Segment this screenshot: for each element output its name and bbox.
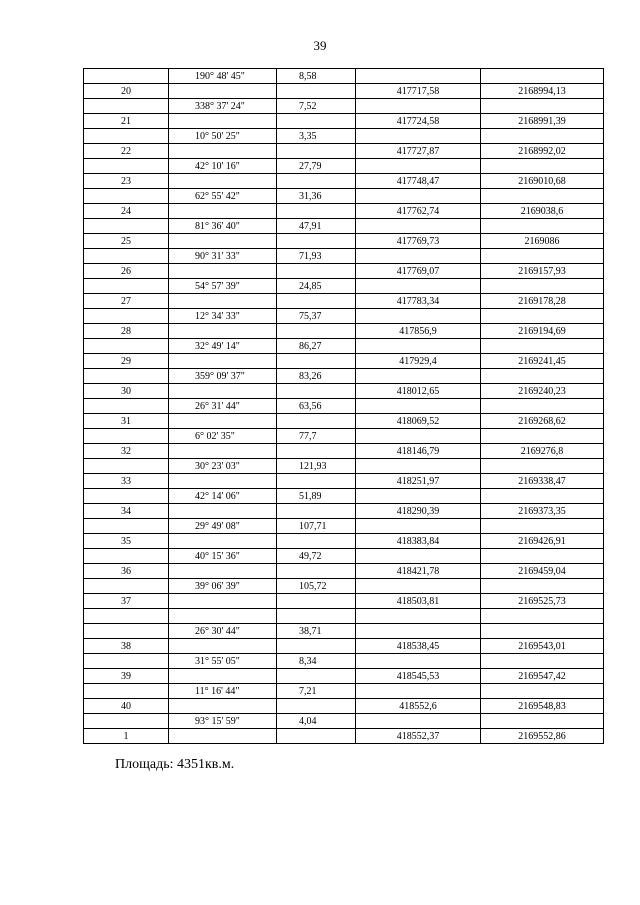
point-number-cell [84, 189, 169, 204]
direction-angle-cell: 42° 14' 06" [169, 489, 277, 504]
table-row [84, 534, 604, 549]
point-number-cell [84, 459, 169, 474]
direction-angle-cell [169, 84, 277, 99]
segment-length-cell [277, 114, 356, 129]
point-number-cell: 38 [84, 639, 169, 654]
table-row [84, 279, 604, 294]
segment-length-cell [277, 204, 356, 219]
coordinate-y-cell: 2169552,86 [481, 729, 604, 744]
coordinate-x-cell: 417727,87 [356, 144, 481, 159]
direction-angle-cell [169, 564, 277, 579]
coordinate-y-cell: 2169010,68 [481, 174, 604, 189]
point-number-cell: 25 [84, 234, 169, 249]
segment-length-cell: 7,21 [277, 684, 356, 699]
segment-length-cell: 31,36 [277, 189, 356, 204]
coordinate-y-cell: 2169459,04 [481, 564, 604, 579]
table-row [84, 564, 604, 579]
coordinate-x-cell [356, 249, 481, 264]
coordinate-x-cell [356, 399, 481, 414]
direction-angle-cell: 359° 09' 37" [169, 369, 277, 384]
segment-length-cell: 105,72 [277, 579, 356, 594]
coordinate-y-cell [481, 654, 604, 669]
point-number-cell [84, 684, 169, 699]
point-number-cell: 31 [84, 414, 169, 429]
direction-angle-cell: 31° 55' 05" [169, 654, 277, 669]
coordinate-x-cell [356, 279, 481, 294]
point-number-cell: 26 [84, 264, 169, 279]
direction-angle-cell: 62° 55' 42" [169, 189, 277, 204]
coordinate-y-cell: 2169373,35 [481, 504, 604, 519]
coordinate-x-cell [356, 489, 481, 504]
coordinate-x-cell [356, 549, 481, 564]
direction-angle-cell: 42° 10' 16" [169, 159, 277, 174]
coordinate-y-cell [481, 69, 604, 84]
coordinate-y-cell: 2169276,8 [481, 444, 604, 459]
table-row [84, 504, 604, 519]
coordinate-y-cell: 2169194,69 [481, 324, 604, 339]
point-number-cell [84, 369, 169, 384]
direction-angle-cell [169, 354, 277, 369]
segment-length-cell [277, 594, 356, 609]
coordinate-y-cell: 2168994,13 [481, 84, 604, 99]
coordinate-y-cell: 2169241,45 [481, 354, 604, 369]
coordinate-x-cell: 418012,65 [356, 384, 481, 399]
table-row [84, 729, 604, 744]
coordinate-y-cell [481, 339, 604, 354]
coordinate-x-cell: 418290,39 [356, 504, 481, 519]
coordinate-x-cell [356, 624, 481, 639]
coordinate-x-cell: 418146,79 [356, 444, 481, 459]
point-number-cell: 23 [84, 174, 169, 189]
direction-angle-cell: 32° 49' 14" [169, 339, 277, 354]
direction-angle-cell [169, 414, 277, 429]
coordinate-y-cell [481, 399, 604, 414]
coordinate-x-cell [356, 99, 481, 114]
point-number-cell [84, 339, 169, 354]
table-row [84, 384, 604, 399]
point-number-cell [84, 609, 169, 624]
direction-angle-cell: 54° 57' 39" [169, 279, 277, 294]
point-number-cell [84, 489, 169, 504]
coordinate-x-cell: 417762,74 [356, 204, 481, 219]
point-number-cell [84, 654, 169, 669]
coordinate-y-cell [481, 129, 604, 144]
direction-angle-cell [169, 594, 277, 609]
direction-angle-cell [169, 144, 277, 159]
coordinate-x-cell: 418538,45 [356, 639, 481, 654]
table-row [84, 519, 604, 534]
coordinate-x-cell [356, 429, 481, 444]
coordinate-x-cell: 418251,97 [356, 474, 481, 489]
segment-length-cell [277, 534, 356, 549]
point-number-cell: 36 [84, 564, 169, 579]
coordinate-y-cell [481, 369, 604, 384]
point-number-cell [84, 549, 169, 564]
coordinate-x-cell [356, 714, 481, 729]
segment-length-cell [277, 609, 356, 624]
coordinate-y-cell: 2169038,6 [481, 204, 604, 219]
table-row [84, 129, 604, 144]
table-row [84, 414, 604, 429]
coordinate-x-cell: 418421,78 [356, 564, 481, 579]
direction-angle-cell: 12° 34' 33" [169, 309, 277, 324]
coordinate-y-cell: 2169548,83 [481, 699, 604, 714]
coordinate-y-cell [481, 579, 604, 594]
table-row [84, 84, 604, 99]
direction-angle-cell: 10° 50' 25" [169, 129, 277, 144]
point-number-cell: 29 [84, 354, 169, 369]
segment-length-cell: 51,89 [277, 489, 356, 504]
segment-length-cell [277, 669, 356, 684]
coordinate-x-cell: 417929,4 [356, 354, 481, 369]
direction-angle-cell [169, 639, 277, 654]
table-row [84, 684, 604, 699]
point-number-cell [84, 159, 169, 174]
table-row [84, 549, 604, 564]
segment-length-cell: 86,27 [277, 339, 356, 354]
coordinate-x-cell [356, 519, 481, 534]
point-number-cell: 22 [84, 144, 169, 159]
coordinate-y-cell [481, 714, 604, 729]
segment-length-cell [277, 324, 356, 339]
segment-length-cell [277, 294, 356, 309]
coordinate-y-cell [481, 249, 604, 264]
point-number-cell [84, 279, 169, 294]
segment-length-cell: 24,85 [277, 279, 356, 294]
segment-length-cell: 107,71 [277, 519, 356, 534]
point-number-cell: 37 [84, 594, 169, 609]
direction-angle-cell: 81° 36' 40" [169, 219, 277, 234]
segment-length-cell: 77,7 [277, 429, 356, 444]
coordinate-x-cell: 418552,37 [356, 729, 481, 744]
coordinate-x-cell [356, 339, 481, 354]
direction-angle-cell [169, 729, 277, 744]
point-number-cell: 39 [84, 669, 169, 684]
segment-length-cell: 8,34 [277, 654, 356, 669]
coordinate-x-cell: 418383,84 [356, 534, 481, 549]
coordinate-x-cell [356, 369, 481, 384]
coordinate-y-cell [481, 519, 604, 534]
direction-angle-cell: 6° 02' 35" [169, 429, 277, 444]
table-row [84, 204, 604, 219]
coordinates-table [83, 68, 604, 744]
point-number-cell [84, 519, 169, 534]
coordinate-x-cell: 417724,58 [356, 114, 481, 129]
coordinate-y-cell: 2169268,62 [481, 414, 604, 429]
coordinate-y-cell: 2169547,42 [481, 669, 604, 684]
segment-length-cell: 121,93 [277, 459, 356, 474]
coordinate-x-cell: 418503,81 [356, 594, 481, 609]
direction-angle-cell [169, 534, 277, 549]
coordinate-y-cell [481, 549, 604, 564]
segment-length-cell: 63,56 [277, 399, 356, 414]
table-row [84, 429, 604, 444]
direction-angle-cell: 30° 23' 03" [169, 459, 277, 474]
segment-length-cell [277, 444, 356, 459]
coordinate-y-cell [481, 309, 604, 324]
coordinate-x-cell: 418552,6 [356, 699, 481, 714]
table-row [84, 69, 604, 84]
coordinate-y-cell: 2169086 [481, 234, 604, 249]
point-number-cell: 30 [84, 384, 169, 399]
direction-angle-cell [169, 234, 277, 249]
segment-length-cell [277, 414, 356, 429]
coordinate-y-cell: 2169157,93 [481, 264, 604, 279]
table-row [84, 399, 604, 414]
segment-length-cell [277, 504, 356, 519]
point-number-cell: 1 [84, 729, 169, 744]
table-row [84, 159, 604, 174]
coordinate-x-cell [356, 69, 481, 84]
point-number-cell [84, 69, 169, 84]
coordinate-y-cell [481, 609, 604, 624]
segment-length-cell: 3,35 [277, 129, 356, 144]
coordinate-y-cell: 2169426,91 [481, 534, 604, 549]
coordinate-y-cell [481, 99, 604, 114]
coordinate-y-cell: 2169338,47 [481, 474, 604, 489]
segment-length-cell: 8,58 [277, 69, 356, 84]
coordinate-x-cell [356, 579, 481, 594]
direction-angle-cell [169, 474, 277, 489]
segment-length-cell [277, 354, 356, 369]
point-number-cell: 24 [84, 204, 169, 219]
segment-length-cell [277, 384, 356, 399]
direction-angle-cell [169, 294, 277, 309]
table-row [84, 609, 604, 624]
segment-length-cell: 75,37 [277, 309, 356, 324]
direction-angle-cell: 40° 15' 36" [169, 549, 277, 564]
point-number-cell: 20 [84, 84, 169, 99]
coordinate-x-cell [356, 309, 481, 324]
coordinate-x-cell [356, 159, 481, 174]
coordinate-x-cell: 417856,9 [356, 324, 481, 339]
direction-angle-cell: 26° 31' 44" [169, 399, 277, 414]
direction-angle-cell [169, 384, 277, 399]
coordinate-x-cell: 417769,07 [356, 264, 481, 279]
segment-length-cell [277, 564, 356, 579]
direction-angle-cell [169, 609, 277, 624]
segment-length-cell: 27,79 [277, 159, 356, 174]
direction-angle-cell [169, 204, 277, 219]
coordinate-y-cell: 2168992,02 [481, 144, 604, 159]
point-number-cell [84, 99, 169, 114]
coordinate-x-cell: 418069,52 [356, 414, 481, 429]
point-number-cell [84, 249, 169, 264]
coordinate-x-cell: 417748,47 [356, 174, 481, 189]
direction-angle-cell: 90° 31' 33" [169, 249, 277, 264]
table-row [84, 339, 604, 354]
table-row [84, 354, 604, 369]
direction-angle-cell [169, 669, 277, 684]
point-number-cell [84, 129, 169, 144]
coordinate-x-cell [356, 189, 481, 204]
table-row [84, 234, 604, 249]
segment-length-cell [277, 639, 356, 654]
segment-length-cell: 4,04 [277, 714, 356, 729]
direction-angle-cell [169, 174, 277, 189]
table-row [84, 264, 604, 279]
point-number-cell: 40 [84, 699, 169, 714]
point-number-cell [84, 714, 169, 729]
segment-length-cell: 71,93 [277, 249, 356, 264]
segment-length-cell: 38,71 [277, 624, 356, 639]
table-row [84, 174, 604, 189]
table-row [84, 294, 604, 309]
coordinate-x-cell [356, 684, 481, 699]
coordinate-x-cell: 417717,58 [356, 84, 481, 99]
coordinate-y-cell: 2169240,23 [481, 384, 604, 399]
table-row [84, 474, 604, 489]
point-number-cell: 27 [84, 294, 169, 309]
table-row [84, 144, 604, 159]
page-number: 39 [313, 38, 327, 53]
segment-length-cell: 49,72 [277, 549, 356, 564]
table-row [84, 654, 604, 669]
table-row [84, 459, 604, 474]
point-number-cell [84, 399, 169, 414]
coordinate-x-cell: 418545,53 [356, 669, 481, 684]
coordinate-x-cell: 417783,34 [356, 294, 481, 309]
point-number-cell: 33 [84, 474, 169, 489]
point-number-cell: 21 [84, 114, 169, 129]
table-row [84, 99, 604, 114]
coordinate-y-cell: 2169178,28 [481, 294, 604, 309]
table-row [84, 669, 604, 684]
segment-length-cell [277, 264, 356, 279]
coordinate-y-cell: 2168991,39 [481, 114, 604, 129]
coordinate-x-cell [356, 219, 481, 234]
point-number-cell: 28 [84, 324, 169, 339]
coordinate-x-cell [356, 129, 481, 144]
point-number-cell [84, 429, 169, 444]
coordinate-y-cell: 2169525,73 [481, 594, 604, 609]
segment-length-cell [277, 144, 356, 159]
point-number-cell [84, 624, 169, 639]
table-row [84, 114, 604, 129]
direction-angle-cell [169, 324, 277, 339]
coordinate-y-cell [481, 624, 604, 639]
segment-length-cell [277, 729, 356, 744]
coordinate-y-cell [481, 159, 604, 174]
segment-length-cell [277, 474, 356, 489]
segment-length-cell [277, 84, 356, 99]
segment-length-cell: 83,26 [277, 369, 356, 384]
direction-angle-cell: 39° 06' 39" [169, 579, 277, 594]
coordinate-y-cell [481, 489, 604, 504]
segment-length-cell [277, 174, 356, 189]
table-row [84, 369, 604, 384]
point-number-cell: 35 [84, 534, 169, 549]
direction-angle-cell [169, 114, 277, 129]
coordinate-x-cell [356, 654, 481, 669]
table-row [84, 639, 604, 654]
table-row [84, 189, 604, 204]
table-row [84, 219, 604, 234]
segment-length-cell [277, 234, 356, 249]
coordinate-y-cell [481, 459, 604, 474]
coordinate-y-cell [481, 684, 604, 699]
coordinate-y-cell [481, 279, 604, 294]
point-number-cell [84, 219, 169, 234]
table-row [84, 444, 604, 459]
area-total: Площадь: 4351кв.м. [115, 757, 235, 772]
direction-angle-cell [169, 444, 277, 459]
point-number-cell: 32 [84, 444, 169, 459]
point-number-cell: 34 [84, 504, 169, 519]
point-number-cell [84, 579, 169, 594]
coordinate-y-cell [481, 429, 604, 444]
table-row [84, 489, 604, 504]
coordinate-x-cell [356, 459, 481, 474]
coordinate-y-cell [481, 189, 604, 204]
direction-angle-cell: 26° 30' 44" [169, 624, 277, 639]
segment-length-cell: 47,91 [277, 219, 356, 234]
table-row [84, 714, 604, 729]
table-row [84, 579, 604, 594]
direction-angle-cell: 190° 48' 45" [169, 69, 277, 84]
table-row [84, 624, 604, 639]
table-row [84, 309, 604, 324]
direction-angle-cell: 93° 15' 59" [169, 714, 277, 729]
table-row [84, 324, 604, 339]
coordinate-y-cell: 2169543,01 [481, 639, 604, 654]
table-row [84, 249, 604, 264]
direction-angle-cell [169, 264, 277, 279]
coordinate-x-cell [356, 609, 481, 624]
table-row [84, 594, 604, 609]
coordinate-y-cell [481, 219, 604, 234]
segment-length-cell [277, 699, 356, 714]
segment-length-cell: 7,52 [277, 99, 356, 114]
direction-angle-cell [169, 504, 277, 519]
table-row [84, 699, 604, 714]
direction-angle-cell: 29° 49' 08" [169, 519, 277, 534]
direction-angle-cell: 338° 37' 24" [169, 99, 277, 114]
direction-angle-cell [169, 699, 277, 714]
coordinate-x-cell: 417769,73 [356, 234, 481, 249]
direction-angle-cell: 11° 16' 44" [169, 684, 277, 699]
point-number-cell [84, 309, 169, 324]
